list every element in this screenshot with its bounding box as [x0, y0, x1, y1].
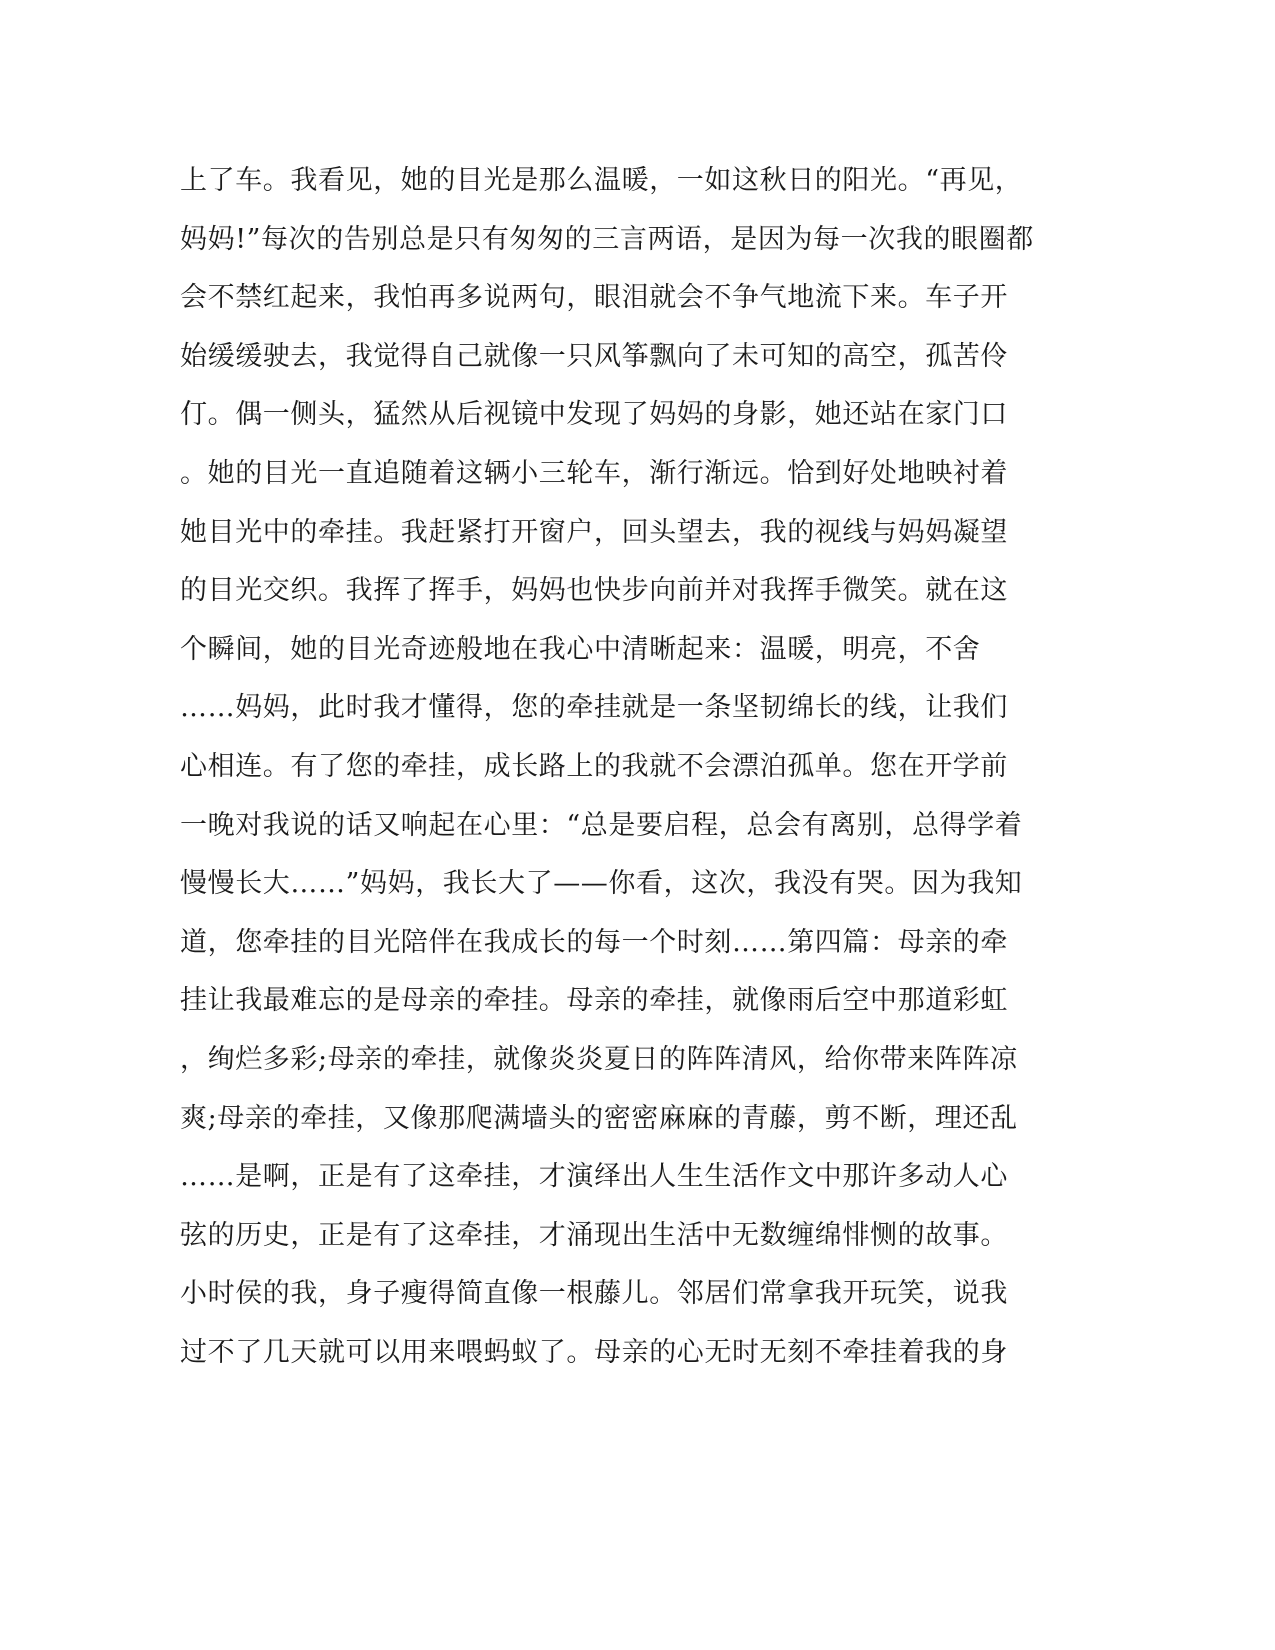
text-line: 妈妈!”每次的告别总是只有匆匆的三言两语，是因为每一次我的眼圈都 — [180, 223, 1034, 255]
text-line: 。她的目光一直追随着这辆小三轮车，渐行渐远。恰到好处地映衬着 — [180, 457, 1008, 489]
text-line: 小时侯的我，身子瘦得简直像一根藤儿。邻居们常拿我开玩笑，说我 — [180, 1278, 1008, 1310]
text-line: 道，您牵挂的目光陪伴在我成长的每一个时刻……第四篇：母亲的牵 — [180, 926, 1008, 958]
body-text — [180, 152, 1060, 1382]
text-line: 的目光交织。我挥了挥手，妈妈也快步向前并对我挥手微笑。就在这 — [180, 575, 1008, 607]
text-line: 一晚对我说的话又响起在心里：“总是要启程，总会有离别，总得学着 — [180, 809, 1023, 841]
text-line: ，绚烂多彩;母亲的牵挂，就像炎炎夏日的阵阵清风，给你带来阵阵凉 — [180, 1043, 1018, 1075]
text-line: 个瞬间，她的目光奇迹般地在我心中清晰起来：温暖，明亮，不舍 — [180, 633, 981, 665]
text-line: 会不禁红起来，我怕再多说两句，眼泪就会不争气地流下来。车子开 — [180, 282, 1008, 314]
text-line: 仃。偶一侧头，猛然从后视镜中发现了妈妈的身影，她还站在家门口 — [180, 399, 1008, 431]
text-line: ……妈妈，此时我才懂得，您的牵挂就是一条坚韧绵长的线，让我们 — [180, 692, 1008, 724]
text-line: 慢慢长大……”妈妈，我长大了——你看，这次，我没有哭。因为我知 — [180, 868, 1023, 900]
text-line: 过不了几天就可以用来喂蚂蚁了。母亲的心无时无刻不牵挂着我的身 — [180, 1336, 1008, 1368]
text-line: 爽;母亲的牵挂，又像那爬满墙头的密密麻麻的青藤，剪不断，理还乱 — [180, 1102, 1018, 1134]
text-line: 她目光中的牵挂。我赶紧打开窗户，回头望去，我的视线与妈妈凝望 — [180, 516, 1008, 548]
text-line: 上了车。我看见，她的目光是那么温暖，一如这秋日的阳光。“再见， — [180, 165, 1023, 196]
text-line: 挂让我最难忘的是母亲的牵挂。母亲的牵挂，就像雨后空中那道彩虹 — [180, 985, 1008, 1017]
text-line: ……是啊，正是有了这牵挂，才演绎出人生生活作文中那许多动人心 — [180, 1161, 1008, 1193]
text-line: 心相连。有了您的牵挂，成长路上的我就不会漂泊孤单。您在开学前 — [180, 750, 1008, 782]
text-line: 始缓缓驶去，我觉得自己就像一只风筝飘向了未可知的高空，孤苦伶 — [180, 340, 1008, 372]
text-line: 弦的历史，正是有了这牵挂，才涌现出生活中无数缠绵悱恻的故事。 — [180, 1219, 1008, 1251]
